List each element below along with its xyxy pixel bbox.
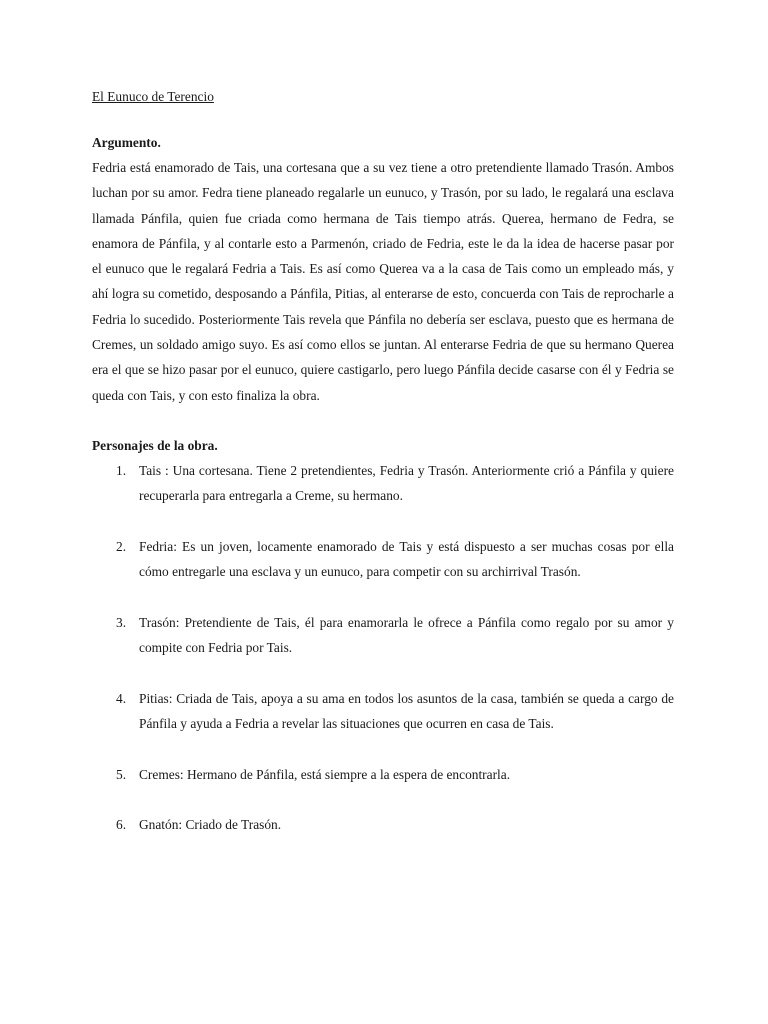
character-item <box>92 812 674 837</box>
section-spacer <box>92 408 674 433</box>
list-number: 5. <box>116 766 127 782</box>
character-description: Gnatón: Criado de Trasón. <box>139 817 282 833</box>
character-item <box>92 534 674 585</box>
character-item <box>92 610 674 661</box>
list-number: 2. <box>116 538 127 554</box>
characters-heading: Personajes de la obra. <box>92 437 218 453</box>
argument-paragraph: Fedria está enamorado de Tais, una cortesana que a su vez tiene a otro pretendiente llamado Trasón. Ambos luchan por su amor. Fedra tiene planeado regalarle un eunuco, y Trasón, por su lado, le regalará una esclava llamada Pánfila, quien fue criada como hermana de Tais tiempo atrás. Querea, hermano de Fedra, se enamora de Pánfila, y al contarle esto a Parmenón, criado de Fedria, este le da la idea de hacerse pasar por el eunuco que le regalará Fedria a Tais. Es así como Querea va a la casa de Tais como un empleado más, y ahí logra su cometido, desposando a Pánfila, Pitias, al enterarse de esto, concuerda con Tais de reprocharle a Fedria lo sucedido. Posteriormente Tais revela que Pánfila no debería ser esclava, puesto que es hermana de Cremes, un soldado amigo suyo. Es así como ellos se juntan. Al enterarse Fedria de que su hermano Querea era el que se hizo pasar por el eunuco, quiere castigarlo, pero luego Pánfila decide casarse con él y Fedria se queda con Tais, y con esto finaliza la obra. <box>92 160 674 403</box>
character-description: Tais : Una cortesana. Tiene 2 pretendientes, Fedria y Trasón. Anteriormente crió a Pánfila y quiere recuperarla para entregarla a Creme, su hermano. <box>139 462 674 504</box>
argument-heading: Argumento. <box>92 135 161 150</box>
character-description: Cremes: Hermano de Pánfila, está siempre a la espera de encontrarla. <box>139 766 511 782</box>
character-description: Fedria: Es un joven, locamente enamorado de Tais y está dispuesto a ser muchas cosas por ella cómo entregarle una esclava y un eunuco, para competir con su archirrival Trasón. <box>139 538 674 580</box>
document-title: El Eunuco de Terencio <box>92 89 214 104</box>
character-item <box>92 762 674 787</box>
list-number: 1. <box>116 462 127 478</box>
characters-list <box>92 458 674 837</box>
list-number: 3. <box>116 614 127 630</box>
list-number: 4. <box>116 690 127 706</box>
character-description: Trasón: Pretendiente de Tais, él para enamorarla le ofrece a Pánfila como regalo por su amor y compite con Fedria por Tais. <box>139 614 674 656</box>
character-description: Pitias: Criada de Tais, apoya a su ama en todos los asuntos de la casa, también se queda a cargo de Pánfila y ayuda a Fedria a revelar las situaciones que ocurren en casa de Tais. <box>139 690 674 731</box>
list-number: 6. <box>116 817 127 833</box>
document-page <box>92 86 674 863</box>
character-item <box>92 686 674 737</box>
character-item <box>92 458 674 509</box>
